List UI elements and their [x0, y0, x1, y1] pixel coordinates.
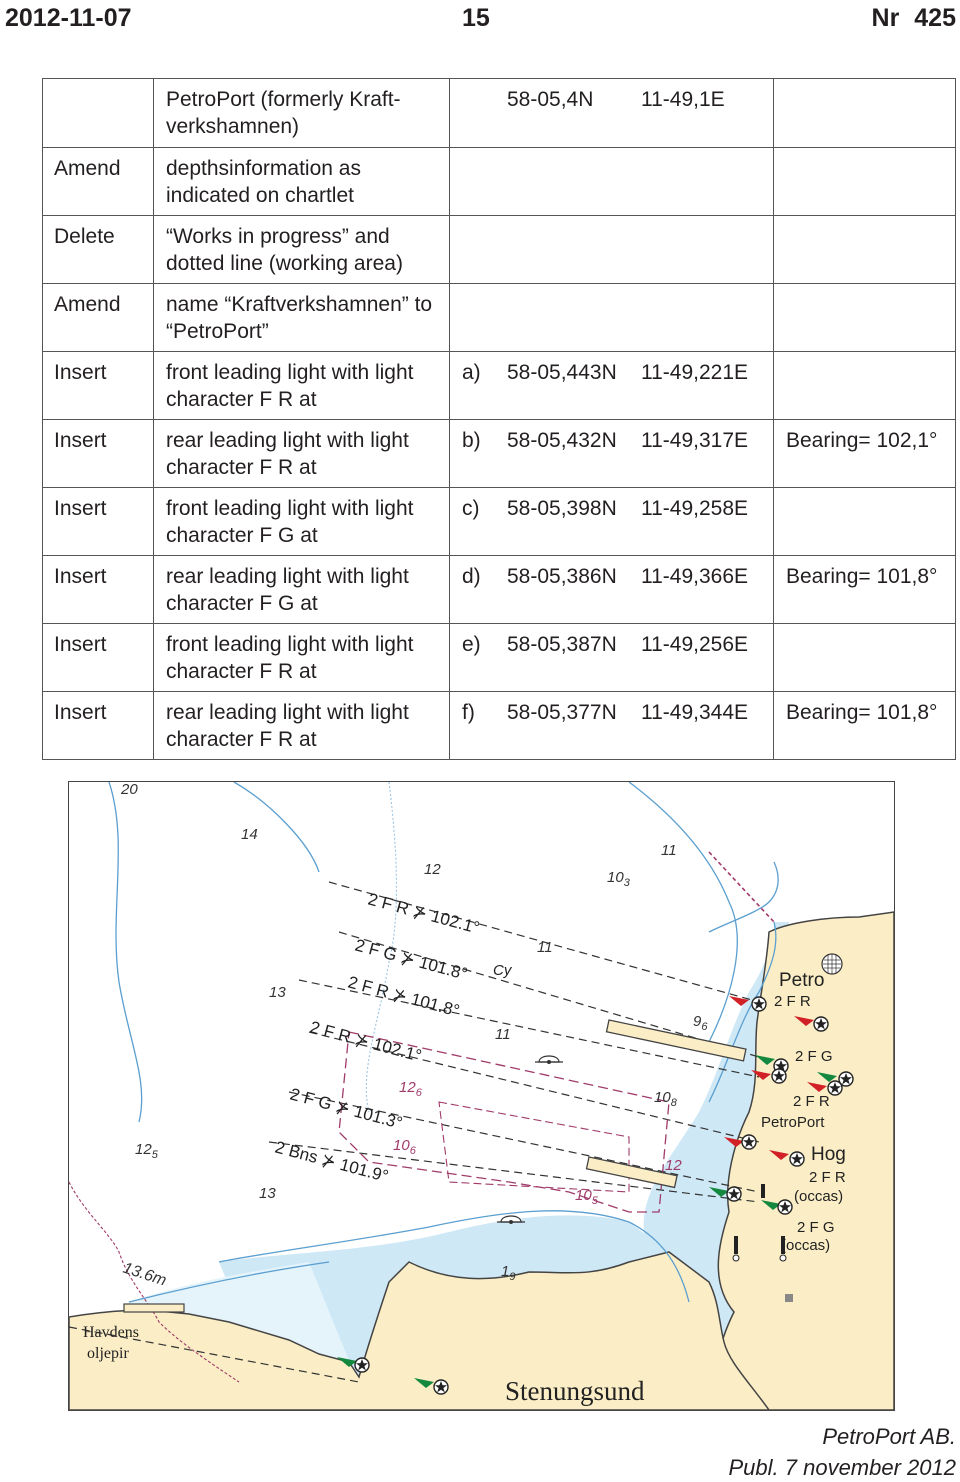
- bearing-cell: Bearing= 101,8°: [774, 556, 956, 624]
- longitude-cell: 11-49,317E: [639, 420, 774, 488]
- action-cell: Insert: [43, 352, 154, 420]
- position-label-cell: b): [450, 420, 498, 488]
- description-cell: rear leading light with light character F R at: [154, 420, 450, 488]
- bearing-cell: [774, 284, 956, 352]
- action-cell: Amend: [43, 148, 154, 216]
- latitude-cell: 58-05,387N: [497, 624, 639, 692]
- notice-row: [43, 284, 956, 352]
- longitude-cell: 11-49,256E: [639, 624, 774, 692]
- label-line-3: 2 F R ⊁ 101.8°: [345, 972, 462, 1021]
- bearing-cell: [774, 216, 956, 284]
- depth-13a: 13: [269, 984, 286, 1001]
- depth-12b: 12: [665, 1157, 682, 1174]
- longitude-cell: 11-49,366E: [639, 556, 774, 624]
- depth-10-3: $10_3$: [607, 869, 630, 889]
- longitude-cell: 11-49,344E: [639, 692, 774, 760]
- chartlet: [68, 781, 895, 1411]
- place-havdens: Havdens: [83, 1324, 139, 1341]
- notice-row: [43, 352, 956, 420]
- latitude-cell: [497, 148, 639, 216]
- position-label-cell: [450, 148, 498, 216]
- notice-row: [43, 556, 956, 624]
- action-cell: Amend: [43, 284, 154, 352]
- beacon-3: [761, 1184, 765, 1198]
- light-petro-fr: 2 F R: [774, 993, 811, 1010]
- latitude-cell: [497, 216, 639, 284]
- latitude-cell: 58-05,398N: [497, 488, 639, 556]
- depth-11a: 11: [661, 842, 677, 859]
- action-cell: Insert: [43, 624, 154, 692]
- notice-row: [43, 148, 956, 216]
- depth-10-6: $10_6$: [393, 1137, 416, 1157]
- depth-11b: 11: [537, 939, 553, 956]
- notice-row: [43, 216, 956, 284]
- description-cell: depthsinformation as indicated on chartlet: [154, 148, 450, 216]
- action-cell: [43, 79, 154, 148]
- description-cell: front leading light with light character F R at: [154, 624, 450, 692]
- notice-row: [43, 79, 956, 148]
- longitude-cell: 11-49,221E: [639, 352, 774, 420]
- longitude-cell: [639, 216, 774, 284]
- label-line-1: 2 F R ⊁ 102.1°: [365, 889, 482, 938]
- description-cell: “Works in progress” and dotted line (working area): [154, 216, 450, 284]
- description-cell: front leading light with light character F G at: [154, 488, 450, 556]
- label-line-4: 2 F R ⊁ 102.1°: [307, 1017, 424, 1066]
- light-petro-fg: 2 F G: [795, 1048, 833, 1065]
- action-cell: Insert: [43, 488, 154, 556]
- depth-12-5: $12_5$: [135, 1141, 158, 1161]
- latitude-cell: [497, 284, 639, 352]
- light-hog-fg: 2 F G: [797, 1219, 835, 1236]
- notice-row: [43, 420, 956, 488]
- latitude-cell: 58-05,432N: [497, 420, 639, 488]
- issue-date: 2012-11-07: [5, 4, 132, 32]
- bearing-cell: [774, 624, 956, 692]
- notice-row: [43, 624, 956, 692]
- chartlet-svg: [69, 782, 894, 1410]
- label-line-6: 2 Bns ⊁ 101.9°: [272, 1137, 391, 1187]
- bearing-cell: [774, 352, 956, 420]
- place-hog: Hog: [811, 1144, 846, 1165]
- footer-source: PetroPort AB.: [822, 1424, 956, 1449]
- light-hog-fr-occas: (occas): [794, 1188, 844, 1205]
- depth-13b: 13: [259, 1185, 276, 1202]
- description-cell: PetroPort (formerly Kraft-verkshamnen): [154, 79, 450, 148]
- label-cy: Cy: [493, 962, 512, 979]
- position-label-cell: d): [450, 556, 498, 624]
- depth-12: 12: [424, 861, 441, 878]
- bearing-cell: Bearing= 102,1°: [774, 420, 956, 488]
- position-label-cell: f): [450, 692, 498, 760]
- bearing-cell: [774, 79, 956, 148]
- place-stenungsund: Stenungsund: [505, 1376, 645, 1406]
- label-line-2: 2 F G ⊁ 101.8°: [352, 935, 470, 984]
- footer-published: Publ. 7 november 2012: [728, 1455, 956, 1480]
- bearing-cell: Bearing= 101,8°: [774, 692, 956, 760]
- longitude-cell: 11-49,1E: [639, 79, 774, 148]
- depth-10-8: $10_8$: [654, 1089, 677, 1109]
- depth-13-6m: 13.6m: [120, 1259, 169, 1290]
- depth-12-6: $12_6$: [399, 1079, 422, 1099]
- small-building: [785, 1294, 793, 1302]
- page-header: [0, 0, 960, 40]
- action-cell: Insert: [43, 692, 154, 760]
- longitude-cell: [639, 284, 774, 352]
- bearing-cell: [774, 488, 956, 556]
- depth-1-9: $1_9$: [501, 1263, 516, 1283]
- notice-row: [43, 692, 956, 760]
- notice-row: [43, 488, 956, 556]
- longitude-cell: [639, 148, 774, 216]
- latitude-cell: 58-05,443N: [497, 352, 639, 420]
- description-cell: front leading light with light character F R at: [154, 352, 450, 420]
- position-label-cell: [450, 284, 498, 352]
- action-cell: Delete: [43, 216, 154, 284]
- bearing-cell: [774, 148, 956, 216]
- issue-number: Nr 425: [871, 4, 956, 32]
- action-cell: Insert: [43, 420, 154, 488]
- description-cell: name “Kraftverkshamnen” to “PetroPort”: [154, 284, 450, 352]
- description-cell: rear leading light with light character F R at: [154, 692, 450, 760]
- position-label-cell: [450, 216, 498, 284]
- latitude-cell: 58-05,377N: [497, 692, 639, 760]
- depth-10-5: $10_5$: [575, 1187, 598, 1207]
- label-line-5: 2 F G ⊁ 101.3°: [287, 1084, 405, 1133]
- oil-pier-havdens: [124, 1304, 184, 1312]
- place-petroport: PetroPort: [761, 1114, 825, 1131]
- page-number: 15: [462, 4, 490, 32]
- action-cell: Insert: [43, 556, 154, 624]
- position-label-cell: [450, 79, 498, 148]
- longitude-cell: 11-49,258E: [639, 488, 774, 556]
- latitude-cell: 58-05,4N: [497, 79, 639, 148]
- light-hog-fg-occas: (occas): [781, 1237, 831, 1254]
- depth-20: 20: [121, 782, 138, 798]
- place-petro: Petro: [779, 970, 825, 991]
- notice-table: [42, 78, 956, 760]
- light-hog-fr: 2 F R: [809, 1169, 846, 1186]
- position-label-cell: a): [450, 352, 498, 420]
- depth-11c: 11: [495, 1026, 511, 1043]
- light-petroport-fr: 2 F R: [793, 1093, 830, 1110]
- position-label-cell: e): [450, 624, 498, 692]
- latitude-cell: 58-05,386N: [497, 556, 639, 624]
- depth-9-6: $9_6$: [693, 1013, 708, 1033]
- place-oljepir: oljepir: [87, 1345, 129, 1362]
- depth-14: 14: [241, 826, 258, 843]
- description-cell: rear leading light with light character F G at: [154, 556, 450, 624]
- position-label-cell: c): [450, 488, 498, 556]
